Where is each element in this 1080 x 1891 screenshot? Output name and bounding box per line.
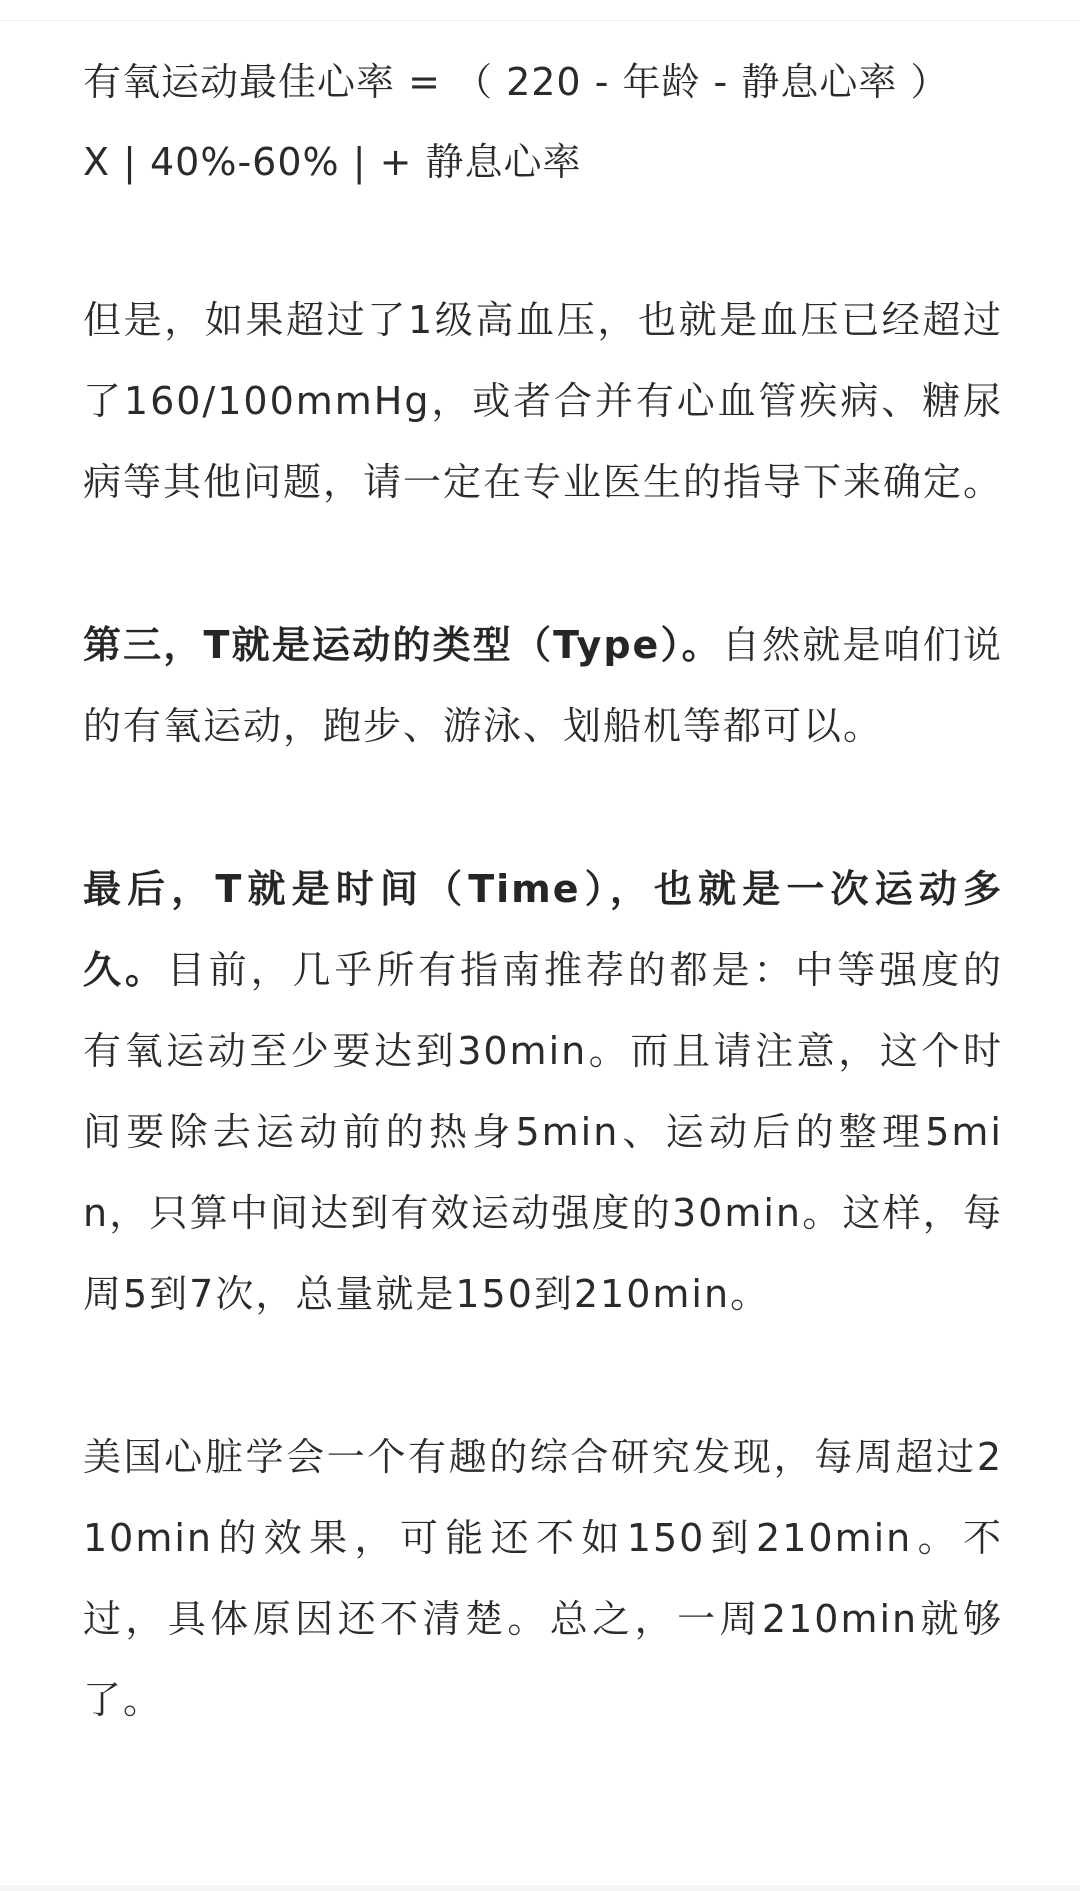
exercise-type-paragraph bbox=[83, 605, 1003, 767]
aha-study-paragraph: 美国心脏学会一个有趣的综合研究发现，每周超过210min的效果，可能还不如150到210min。不过，具体原因还不清楚。总之，一周210min就够了。 bbox=[83, 1435, 1003, 1722]
formula-line-1: 有氧运动最佳心率 = （ 220 - 年龄 - 静息心率 ） bbox=[83, 60, 950, 104]
exercise-type-text: 自然就是咱们说的有氧运动，跑步、游泳、划船机等都可以。 bbox=[83, 623, 1003, 748]
exercise-time-text: 目前，几乎所有指南推荐的都是：中等强度的有氧运动至少要达到30min。而且请注意，这个时间要除去运动前的热身5min、运动后的整理5min，只算中间达到有效运动强度的30min。这样，每周5到7次，总量就是150到210min。 bbox=[83, 948, 1003, 1316]
top-divider bbox=[0, 0, 1080, 21]
formula-line-2: X | 40%-60% | + 静息心率 bbox=[83, 140, 582, 184]
exercise-time-heading: 最后，T就是时间（Time），也就是一次运动多久。 bbox=[83, 867, 1003, 992]
bottom-divider bbox=[0, 1885, 1080, 1891]
article-body bbox=[83, 42, 1003, 1741]
exercise-type-heading: 第三，T就是运动的类型（Type）。 bbox=[83, 623, 722, 667]
hypertension-paragraph: 但是，如果超过了1级高血压，也就是血压已经超过了160/100mmHg，或者合并有心血管疾病、糖尿病等其他问题，请一定在专业医生的指导下来确定。 bbox=[83, 298, 1004, 504]
exercise-time-paragraph bbox=[83, 849, 1003, 1335]
heart-rate-formula bbox=[83, 42, 1003, 202]
